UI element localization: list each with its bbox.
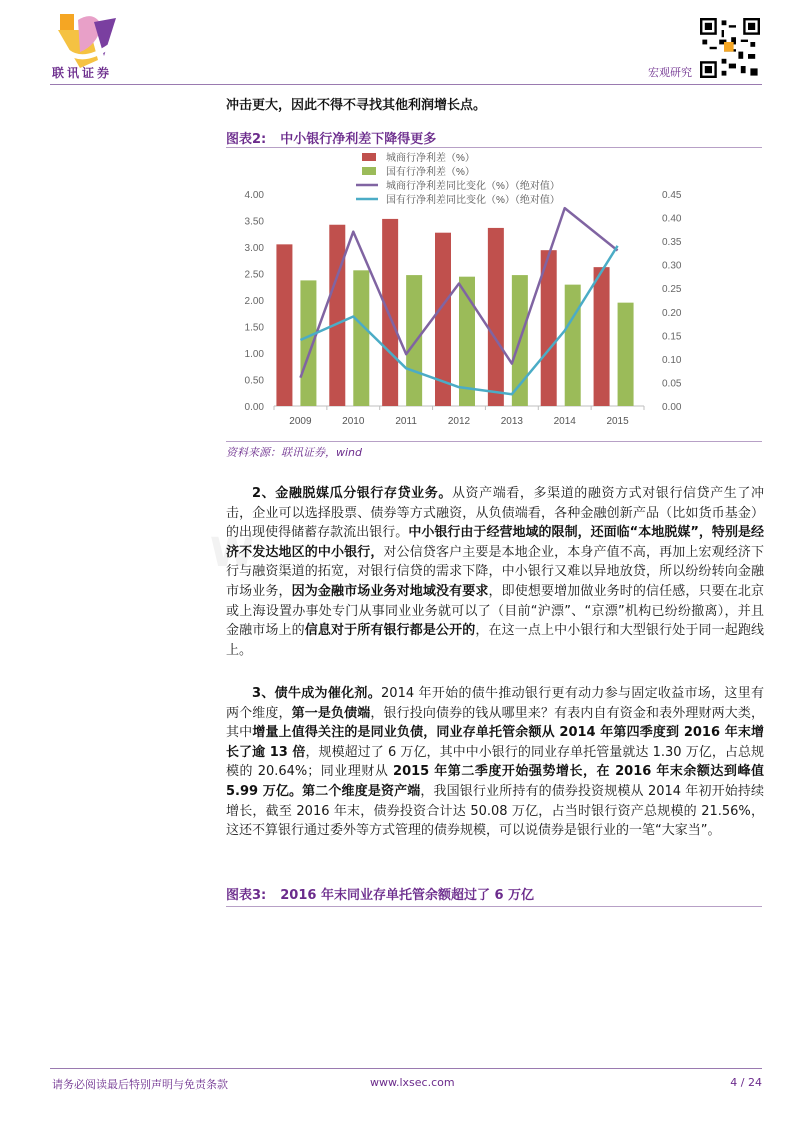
bar-city-bank: [488, 228, 504, 406]
footer-disclaimer: 请务必阅读最后特别声明与免责条款: [52, 1078, 228, 1091]
legend-label-2: 城商行净利差同比变化（%）（绝对值）: [386, 181, 560, 192]
bar-state-bank: [406, 275, 422, 406]
figure2-source: 资料来源：联讯证券，wind: [226, 446, 363, 459]
bar-city-bank: [329, 225, 345, 406]
paragraph-3: [226, 684, 764, 841]
para2-b2: 因为金融市场业务对地域没有要求: [291, 583, 489, 599]
para3-t1: 2014 年开始的债牛推动银行更有动力参与固定收益市场，这里有两个维度，: [226, 686, 765, 721]
header-divider: [50, 84, 762, 85]
y-left-tick-label: 0.00: [244, 402, 264, 413]
y-left-tick-label: 4.00: [244, 190, 264, 201]
y-right-tick-label: 0.25: [662, 284, 682, 296]
para3-b3: 2015 年第二季度开始强势增长，在 2016 年末余额达到峰值 5.99 万亿。第二个维度是资产端: [226, 764, 764, 799]
para2-t3: ，即使想要增加做业务时的信任感，只要在北京或上海设置办事处专门从事同业业务就可以了（目前“沪漂”、“京漂”机构已纷纷撤离），并且金融市场上的: [226, 583, 764, 639]
x-tick-label: 2015: [606, 416, 629, 427]
bar-city-bank: [382, 219, 398, 406]
y-left-tick-label: 2.50: [244, 269, 264, 281]
y-right-tick-label: 0.05: [662, 378, 682, 390]
para2-t2: 对公信贷客户主要是本地企业，本身产值不高，再加上宏观经济下行与融资渠道的拓宽，对银行信贷的需求下降，中小银行又难以异地放贷，所以纷纷转向金融市场业务，: [226, 544, 764, 599]
para2-head: 2、金融脱媒瓜分银行存贷业务。: [252, 486, 452, 501]
para3-t2: ，银行投向债券的钱从哪里来？有表内自有资金和表外理财两大类，其中: [226, 705, 764, 741]
legend-label-0: 城商行净利差（%）: [386, 153, 475, 164]
x-tick-label: 2012: [447, 416, 471, 427]
y-right-tick-label: 0.40: [662, 213, 682, 225]
footer-website[interactable]: www.lxsec.com: [370, 1076, 455, 1089]
y-right-tick-label: 0.45: [662, 190, 682, 201]
paragraph-2: [226, 484, 764, 660]
brand-name: 联讯证券: [52, 66, 113, 80]
watermark: W: [210, 530, 261, 576]
figure2-title: [226, 128, 436, 147]
para2-t1: 从资产端看，多渠道的融资方式对银行信贷产生了冲击，企业可以选择股票、债券等方式融资，从负债端看，各种金融创新产品（比如货币基金）的出现使得储蓄存款流出银行。: [226, 486, 764, 541]
qr-code-icon: [700, 18, 760, 78]
legend-swatch-0: [362, 153, 376, 161]
para3-t4: ，我国银行业所持有的债券投资规模从 2014 年初开始持续增长，截至 2016 年末，债券投资合计达 50.08 万亿，占当时银行资产总规模的 21.56%，这还不算银行通过委外等方式管理的债券规模，可以说债券是银行业的一笔“大家当”。: [226, 783, 764, 839]
net-interest-margin-chart: [226, 148, 698, 440]
para3-t3: ，规模超过了 6 万亿，其中中小银行的同业存单托管量就达 1.30 万亿，占总规模的 20.64%；同业理财从: [226, 744, 764, 780]
y-right-tick-label: 0.10: [662, 354, 682, 366]
para2-b1: 中小银行由于经营地域的限制，还面临“本地脱媒”，特别是经济不发达地区的中小银行，: [226, 525, 764, 560]
para2-t4: ，在这一点上中小银行和大型银行处于同一起跑线上。: [226, 623, 764, 658]
x-tick-label: 2014: [553, 416, 576, 427]
bar-city-bank: [594, 267, 610, 406]
figure3-label: 图表3:: [226, 888, 267, 903]
y-left-tick-label: 1.50: [244, 322, 264, 334]
bar-state-bank: [565, 285, 581, 406]
figure3-title: [226, 884, 534, 903]
figure2-bottom-divider: [226, 441, 762, 442]
y-right-tick-label: 0.20: [662, 307, 682, 319]
para3-b1: 第一是负债端: [291, 705, 371, 721]
x-tick-label: 2010: [342, 416, 365, 427]
figure3-text: 2016 年末同业存单托管余额超过了 6 万亿: [280, 888, 535, 903]
legend-label-3: 国有行净利差同比变化（%）（绝对值）: [386, 195, 560, 206]
footer-page-number: 4 / 24: [730, 1076, 762, 1089]
y-right-tick-label: 0.30: [662, 260, 682, 272]
bar-city-bank: [276, 244, 292, 406]
para3-b2: 增量上值得关注的是同业负债，同业存单托管余额从 2014 年第四季度到 2016 年末增长了逾 13 倍: [226, 725, 764, 760]
section-label: 宏观研究: [648, 66, 692, 79]
para2-b3: 信息对于所有银行都是公开的: [304, 623, 476, 639]
x-tick-label: 2013: [500, 416, 523, 427]
y-right-tick-label: 0.15: [662, 331, 682, 343]
figure2-label: 图表2:: [226, 132, 267, 147]
footer-divider: [50, 1068, 762, 1069]
intro-line: 冲击更大，因此不得不寻找其他利润增长点。: [226, 98, 487, 113]
figure3-divider: [226, 906, 762, 907]
para3-head: 3、债牛成为催化剂。: [252, 686, 382, 701]
bar-state-bank: [618, 303, 634, 406]
y-left-tick-label: 3.50: [244, 216, 264, 228]
legend-label-1: 国有行净利差（%）: [386, 167, 475, 178]
bar-state-bank: [353, 270, 369, 406]
x-tick-label: 2011: [395, 416, 417, 427]
figure2-text: 中小银行净利差下降得更多: [280, 132, 437, 147]
y-right-tick-label: 0.00: [662, 402, 682, 413]
x-tick-label: 2009: [289, 416, 312, 427]
y-left-tick-label: 1.00: [244, 349, 264, 360]
y-left-tick-label: 0.50: [244, 375, 264, 387]
legend-swatch-1: [362, 167, 376, 175]
y-left-tick-label: 3.00: [244, 243, 264, 254]
y-left-tick-label: 2.00: [244, 296, 264, 307]
y-right-tick-label: 0.35: [662, 237, 682, 249]
